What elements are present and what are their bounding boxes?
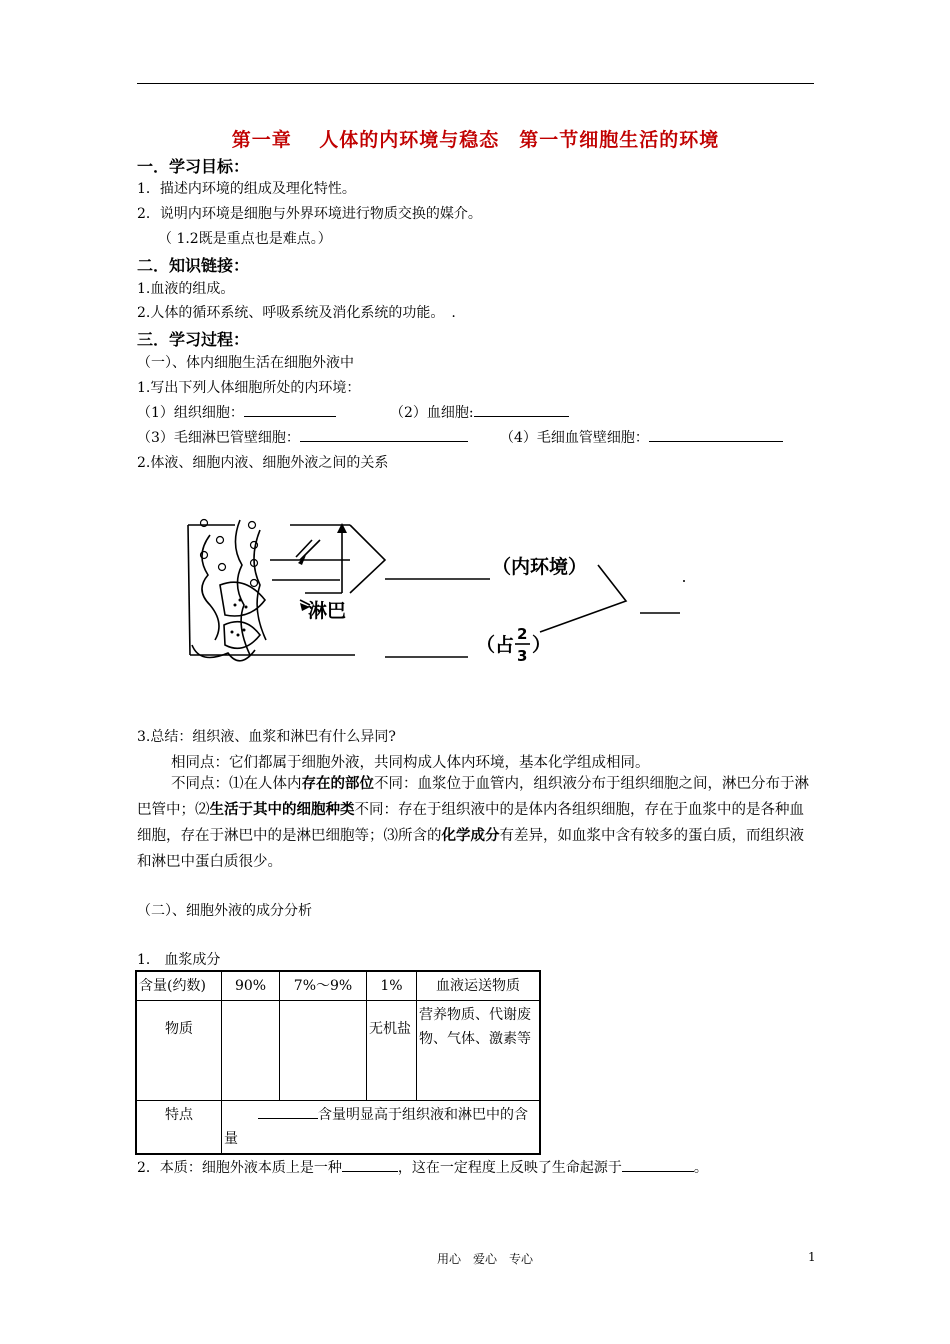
q1-b: [390, 402, 569, 422]
internal-env-label: （内环境）: [492, 556, 588, 578]
table-cell: 营养物质、代谢废物、气体、激素等: [417, 1001, 541, 1101]
q1-a-label: （1）组织细胞：: [137, 405, 244, 421]
objective-2: 2．说明内环境是细胞与外界环境进行物质交换的媒介。: [137, 206, 482, 222]
q1-d: [500, 427, 783, 447]
table-cell: 特点: [136, 1101, 222, 1155]
table-cell: 90%: [222, 971, 280, 1001]
section3-heading: 三．学习过程：: [137, 330, 250, 349]
plasma-table: [135, 970, 541, 1155]
q1-a: [137, 402, 336, 422]
objective-1: 1．描述内环境的组成及理化特性。: [137, 181, 356, 197]
table-cell: 1%: [367, 971, 417, 1001]
footer-motto: 用心 爱心 专心: [437, 1252, 534, 1266]
diff-text-1: 不同点：⑴在人体内: [171, 776, 302, 792]
q1-d-blank[interactable]: [649, 427, 783, 442]
page-title: 第一章 人体的内环境与稳态 第一节细胞生活的环境: [231, 129, 720, 151]
table-cell: 7%～9%: [280, 971, 367, 1001]
similarity: 相同点：它们都属于细胞外液，共同构成人体内环境，基本化学组成相同。: [171, 755, 650, 771]
part1-title: （一）、体内细胞生活在细胞外液中: [137, 355, 354, 371]
ratio-denominator: 3: [517, 647, 528, 665]
nature-text-1: 2．本质：细胞外液本质上是一种: [137, 1160, 342, 1176]
question-1: 1.写出下列人体细胞所处的内环境：: [137, 380, 361, 396]
ratio-suffix: ）: [532, 634, 552, 656]
q1-c-label: （3）毛细淋巴管壁细胞：: [137, 430, 300, 446]
feature-text: 含量明显高于组织液和淋巴中的含量: [224, 1107, 528, 1147]
q1-d-label: （4）毛细血管壁细胞：: [500, 430, 649, 446]
question-nature: [137, 1157, 708, 1177]
table-row: [136, 971, 540, 1001]
plasma-heading: 1． 血浆成分: [137, 952, 221, 968]
diff-text-4: 有差异，如血浆中含有较多的蛋白质，而组织液和淋巴中蛋白质很少。: [137, 828, 804, 870]
q1-b-blank[interactable]: [474, 402, 569, 417]
nature-blank-2[interactable]: [622, 1157, 694, 1172]
part2-title: （二）、细胞外液的成分分析: [137, 903, 312, 919]
objective-note: （ 1.2既是重点也是难点。）: [158, 231, 332, 247]
q1-b-label: （2）血细胞:: [390, 405, 474, 421]
table-cell: 含量(约数): [136, 971, 222, 1001]
ratio-prefix: （占: [476, 634, 515, 656]
table-cell: 无机盐: [367, 1001, 417, 1101]
table-cell: [222, 1101, 541, 1155]
diff-bold-3: 化学成分: [441, 828, 500, 844]
table-row: [136, 1101, 540, 1155]
link-2: 2.人体的循环系统、呼吸系统及消化系统的功能。 .: [137, 305, 456, 321]
diff-bold-2: 生活于其中的细胞种类: [209, 802, 355, 818]
table-cell: 物质: [136, 1001, 222, 1101]
page-number: 1: [808, 1250, 816, 1264]
diff-bold-1: 存在的部位: [301, 776, 374, 792]
table-cell-blank[interactable]: [222, 1001, 280, 1101]
diff-text-3: 不同：存在于组织液中的是体内各组织细胞，存在于血浆中的是各种血细胞，存在于淋巴中的是淋巴细胞等；⑶所含的: [137, 802, 804, 844]
table-cell-blank[interactable]: [280, 1001, 367, 1101]
table-row: [136, 1001, 540, 1101]
section1-heading: 一．学习目标：: [137, 157, 250, 176]
nature-text-3: 。: [693, 1160, 708, 1176]
table-cell: 血液运送物质: [417, 971, 541, 1001]
q1-c-blank[interactable]: [300, 427, 468, 442]
nature-text-2: ，这在一定程度上反映了生命起源于: [397, 1160, 622, 1176]
link-1: 1.血液的组成。: [137, 281, 235, 297]
feature-blank[interactable]: [258, 1104, 318, 1119]
difference-paragraph: [137, 771, 814, 875]
q1-a-blank[interactable]: [244, 402, 336, 417]
lymph-label: 淋巴: [308, 600, 347, 622]
question-2: 2.体液、细胞内液、细胞外液之间的关系: [137, 455, 389, 471]
question-3: 3.总结：组织液、血浆和淋巴有什么异同?: [137, 729, 396, 745]
nature-blank-1[interactable]: [342, 1157, 398, 1172]
header-rule: [137, 83, 814, 84]
diff-text-2: 不同：血浆位于血管内，组织液分布于组织细胞之间，淋巴分布于淋巴管中；⑵: [137, 776, 809, 818]
section2-heading: 二．知识链接：: [137, 256, 250, 275]
ratio-numerator: 2: [517, 625, 528, 643]
q1-c: [137, 427, 468, 447]
body-fluid-diagram: [180, 505, 700, 680]
